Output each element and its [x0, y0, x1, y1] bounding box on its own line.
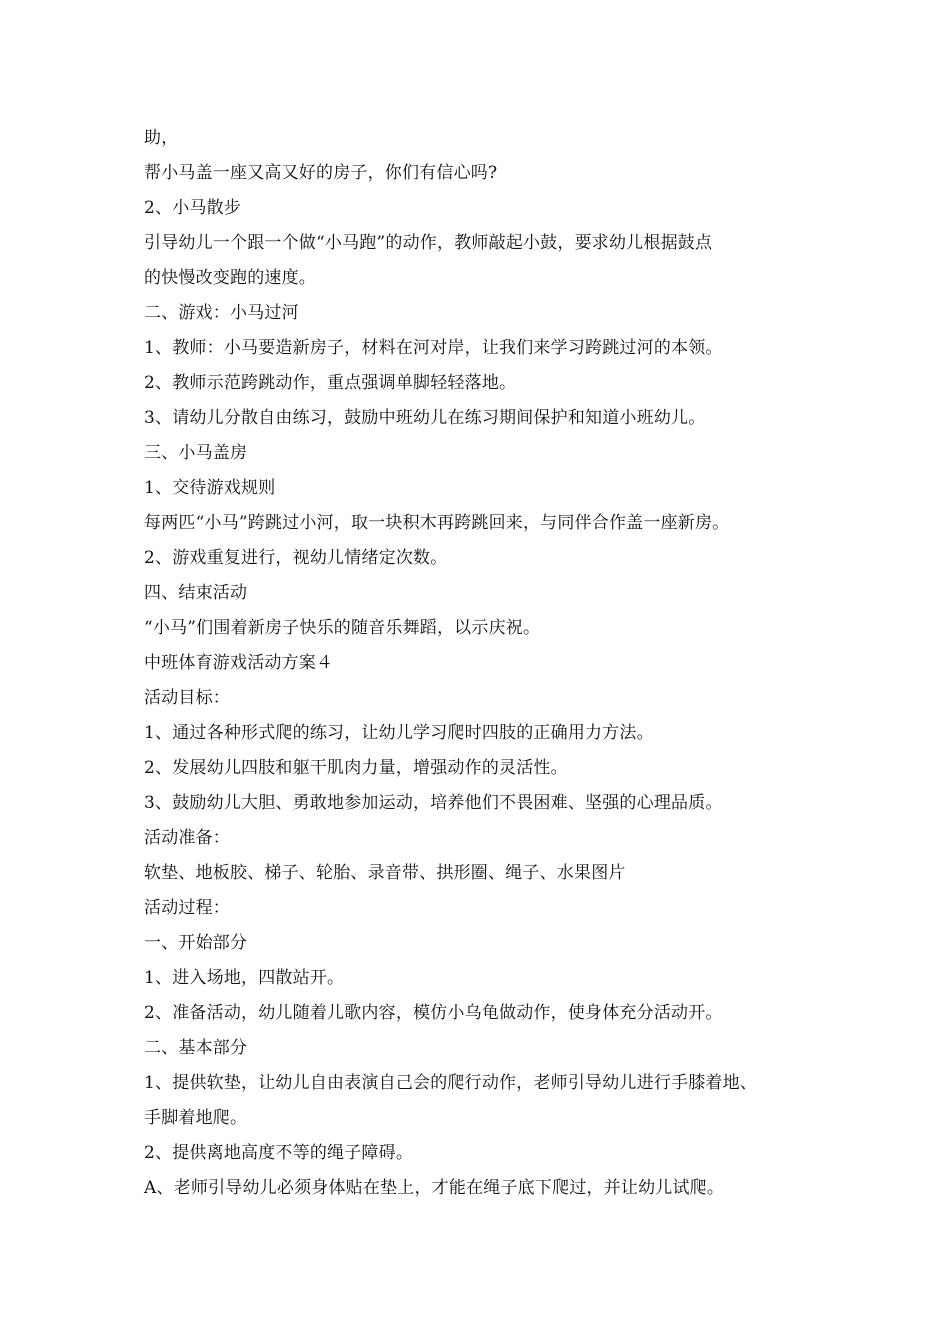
- text-line-13: 2、游戏重复进行，视幼儿情绪定次数。: [144, 548, 448, 568]
- section-heading-basic-part: 二、基本部分: [144, 1038, 248, 1058]
- text-line-8: 2、教师示范跨跳动作，重点强调单脚轻轻落地。: [144, 373, 517, 393]
- text-line-2: 帮小马盖一座又高又好的房子，你们有信心吗?: [144, 163, 498, 183]
- text-line-19: 2、发展幼儿四肢和躯干肌肉力量，增强动作的灵活性。: [144, 758, 568, 778]
- section-heading-building-house: 三、小马盖房: [144, 443, 248, 463]
- text-line-30: 2、提供离地高度不等的绳子障碍。: [144, 1143, 414, 1163]
- section-heading-2-little-horse-walk: 2、小马散步: [144, 198, 242, 218]
- text-line-18: 1、通过各种形式爬的练习，让幼儿学习爬时四肢的正确用力方法。: [144, 723, 654, 743]
- text-line-11: 1、交待游戏规则: [144, 478, 276, 498]
- text-line-26: 2、准备活动，幼儿随着儿歌内容，模仿小乌龟做动作，使身体充分活动开。: [144, 1003, 723, 1023]
- text-line-22: 软垫、地板胶、梯子、轮胎、录音带、拱形圈、绳子、水果图片: [144, 863, 626, 883]
- text-line-28: 1、提供软垫，让幼儿自由表演自己会的爬行动作，老师引导幼儿进行手膝着地、: [144, 1073, 758, 1093]
- plan-title-4: 中班体育游戏活动方案４: [144, 653, 334, 673]
- text-line-25: 1、进入场地，四散站开。: [144, 968, 345, 988]
- text-line-31: A、老师引导幼儿必须身体贴在垫上，才能在绳子底下爬过，并让幼儿试爬。: [144, 1178, 725, 1198]
- text-line-7: 1、教师：小马要造新房子，材料在河对岸，让我们来学习跨跳过河的本领。: [144, 338, 723, 358]
- activity-process-heading: 活动过程：: [144, 898, 230, 918]
- text-line-1: 助，: [144, 128, 179, 148]
- section-heading-ending-activity: 四、结束活动: [144, 583, 248, 603]
- activity-goals-heading: 活动目标：: [144, 688, 230, 708]
- text-line-9: 3、请幼儿分散自由练习，鼓励中班幼儿在练习期间保护和知道小班幼儿。: [144, 408, 706, 428]
- activity-preparation-heading: 活动准备：: [144, 828, 230, 848]
- text-line-4: 引导幼儿一个跟一个做“小马跑”的动作，教师敲起小鼓，要求幼儿根据鼓点: [144, 233, 713, 253]
- section-heading-start-part: 一、开始部分: [144, 933, 248, 953]
- text-line-20: 3、鼓励幼儿大胆、勇敢地参加运动，培养他们不畏困难、坚强的心理品质。: [144, 793, 723, 813]
- section-heading-game-crossing-river: 二、游戏：小马过河: [144, 303, 299, 323]
- text-line-15: “小马”们围着新房子快乐的随音乐舞蹈，以示庆祝。: [144, 618, 541, 638]
- document-body: [144, 121, 824, 1206]
- text-line-12: 每两匹“小马”跨跳过小河，取一块积木再跨跳回来，与同伴合作盖一座新房。: [144, 513, 730, 533]
- text-line-29: 手脚着地爬。: [144, 1108, 248, 1128]
- text-line-5: 的快慢改变跑的速度。: [144, 268, 316, 288]
